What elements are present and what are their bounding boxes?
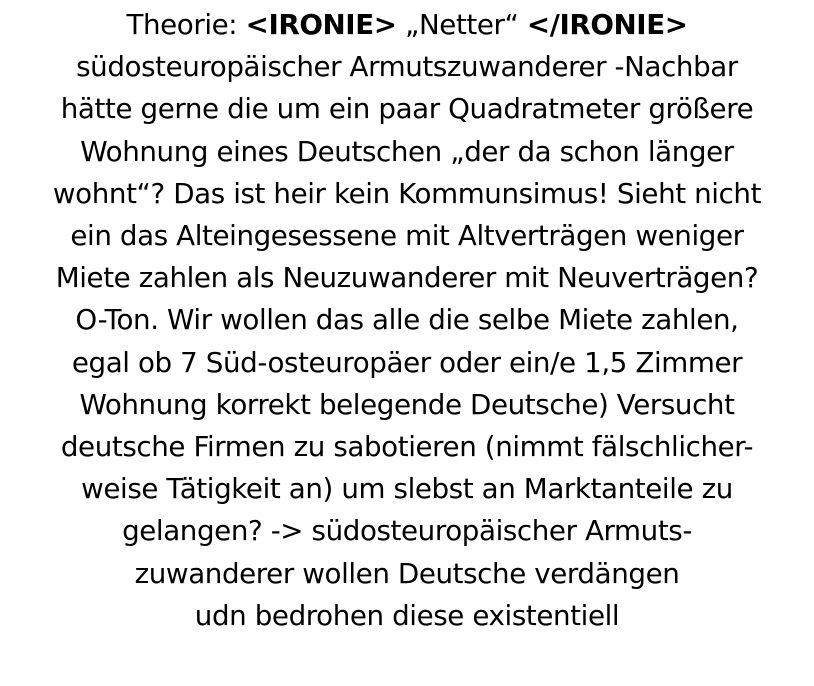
text-line-14: zuwanderer wollen Deutsche verdängen (134, 556, 680, 590)
text-line-4: Wohnung eines Deutschen „der da schon länger (80, 134, 734, 168)
text-line-10: Wohnung korrekt belegende Deutsche) Versucht (79, 387, 735, 421)
irony-open-tag: <IRONIE> (245, 8, 397, 41)
text-line-5: wohnt“? Das ist heir kein Kommunsimus! Sieht nicht (52, 176, 762, 210)
text-line-1 (0, 4, 814, 46)
text-line-12: weise Tätigkeit an) um slebst an Marktanteile zu (81, 472, 733, 506)
theory-prefix: Theorie: (126, 8, 246, 41)
text-line-6: ein das Alteingesessene mit Altverträgen weniger (70, 219, 744, 253)
text-line-11: deutsche Firmen zu sabotieren (nimmt fälschlicher- (60, 430, 754, 464)
slide-text (0, 4, 814, 637)
netter-quote: „Netter“ (396, 8, 527, 41)
text-line-3: hätte gerne die um ein paar Quadratmeter größere (60, 92, 754, 126)
text-line-13: gelangen? -> südosteuropäischer Armuts- (122, 514, 692, 548)
irony-close-tag: </IRONIE> (526, 8, 688, 41)
text-line-9: egal ob 7 Süd-osteuropäer oder ein/e 1,5 Zimmer (71, 345, 743, 379)
text-line-15: udn bedrohen diese existentiell (194, 598, 620, 632)
text-line-7: Miete zahlen als Neuzuwanderer mit Neuverträgen? (55, 261, 759, 295)
text-line-2: südosteuropäischer Armutszuwanderer -Nachbar (76, 50, 738, 84)
text-line-8: O-Ton. Wir wollen das alle die selbe Miete zahlen, (75, 303, 739, 337)
